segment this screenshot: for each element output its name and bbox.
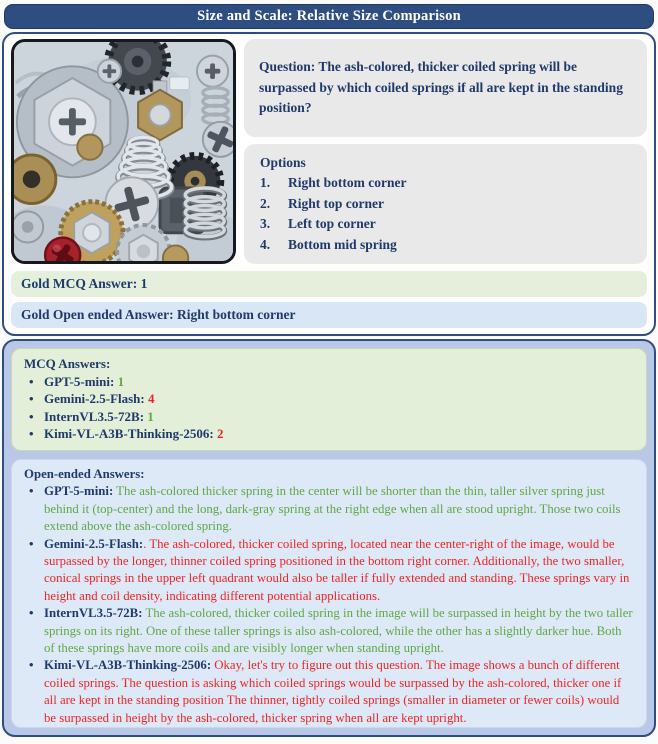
open-answer-text: Okay, let's try to figure out this question. The image shows a bunch of different coiled springs. The question is asking which coiled springs would be surpassed by the ash-colored, thicker one if all are kept in the standing position The thinner, tightly coiled springs (smaller in diameter or fewer coils) would be surpassed in height by the ash-colored, thicker spring when all are kept upright. (44, 658, 622, 725)
mcq-answers-title: MCQ Answers: (24, 356, 111, 371)
gold-mcq-answer-bar (11, 271, 647, 297)
question-box (244, 39, 647, 137)
mcq-answer-value: 2 (217, 426, 224, 442)
option-1-label: Right bottom corner (288, 175, 407, 190)
gold-open-answer-text: Gold Open ended Answer: Right bottom corner (21, 307, 296, 322)
open-answer-row (24, 657, 634, 727)
figure-title: Size and Scale: Relative Size Comparison (197, 8, 461, 24)
model-name: Kimi-VL-A3B-Thinking-2506: (44, 658, 212, 673)
mcq-answers-box (11, 348, 647, 451)
open-ended-answers-title: Open-ended Answers: (24, 466, 145, 481)
model-answers-panel (2, 339, 656, 737)
model-name: InternVL3.5-72B: (44, 606, 143, 621)
option-4-number: 4. (260, 236, 271, 252)
options-title: Options (260, 155, 306, 170)
open-answer-text: The ash-colored, thicker coiled spring in the image will be surpassed in height by the two taller springs on its right. One of these taller springs is also ash-colored, while the other has a slightly darker hue. Both of these springs have more coils and are visibly longer when standing upright. (44, 606, 633, 655)
option-3 (260, 214, 631, 235)
mcq-answer-row (24, 373, 634, 390)
option-3-label: Left top corner (288, 216, 376, 231)
option-4 (260, 235, 631, 256)
open-answer-row (24, 605, 634, 657)
mcq-answer-value: 1 (117, 374, 125, 389)
open-answer-row (24, 536, 634, 606)
model-name: GPT-5-mini: (44, 374, 115, 389)
open-answer-row (24, 483, 634, 535)
open-answer-text: . The ash-colored, thicker coiled spring, located near the center-right of the image, would be surpassed by the longer, thinner coiled spring positioned in the bottom right corner. Additionally, the two smaller, conical springs in the upper left quadrant would also be taller if fully extended and standing. These springs vary in height and coil density, indicating different potential applications. (44, 536, 630, 603)
open-ended-answers-box (11, 459, 647, 728)
model-name: GPT-5-mini: (44, 484, 114, 499)
option-2-label: Right top corner (288, 195, 384, 211)
question-text: Question: The ash-colored, thicker coiled spring will be surpassed by which coiled springs if all are kept in the standing position? (259, 58, 623, 116)
springs-hardware-photo (11, 39, 236, 264)
option-4-label: Bottom mid spring (288, 236, 397, 252)
springs-photo-illustration (14, 42, 233, 261)
options-box (244, 144, 647, 264)
model-name: InternVL3.5-72B: (44, 408, 145, 424)
open-answer-text: The ash-colored thicker spring in the center will be shorter than the thin, taller silver spring just behind it (top-center) and the long, dark-gray spring at the right edge when all are stood upright. Those two coils extend above the ash-colored spring. (44, 484, 621, 534)
figure-title-bar (4, 4, 654, 29)
option-2 (260, 194, 631, 215)
model-name: Gemini-2.5-Flash: (44, 391, 145, 407)
model-name: Gemini-2.5-Flash: (44, 536, 144, 551)
gold-open-answer-bar (11, 302, 647, 328)
model-name: Kimi-VL-A3B-Thinking-2506: (44, 426, 214, 442)
option-1-number: 1. (260, 175, 271, 190)
option-3-number: 3. (260, 216, 271, 231)
option-2-number: 2. (260, 195, 271, 211)
mcq-answer-value: 4 (148, 391, 155, 407)
mcq-answer-row (24, 425, 634, 442)
option-1 (260, 173, 631, 194)
question-card (2, 32, 656, 336)
mcq-answer-row (24, 408, 634, 425)
mcq-answer-value: 1 (147, 408, 154, 424)
mcq-answer-row (24, 390, 634, 407)
gold-mcq-answer-text: Gold MCQ Answer: 1 (21, 276, 148, 291)
